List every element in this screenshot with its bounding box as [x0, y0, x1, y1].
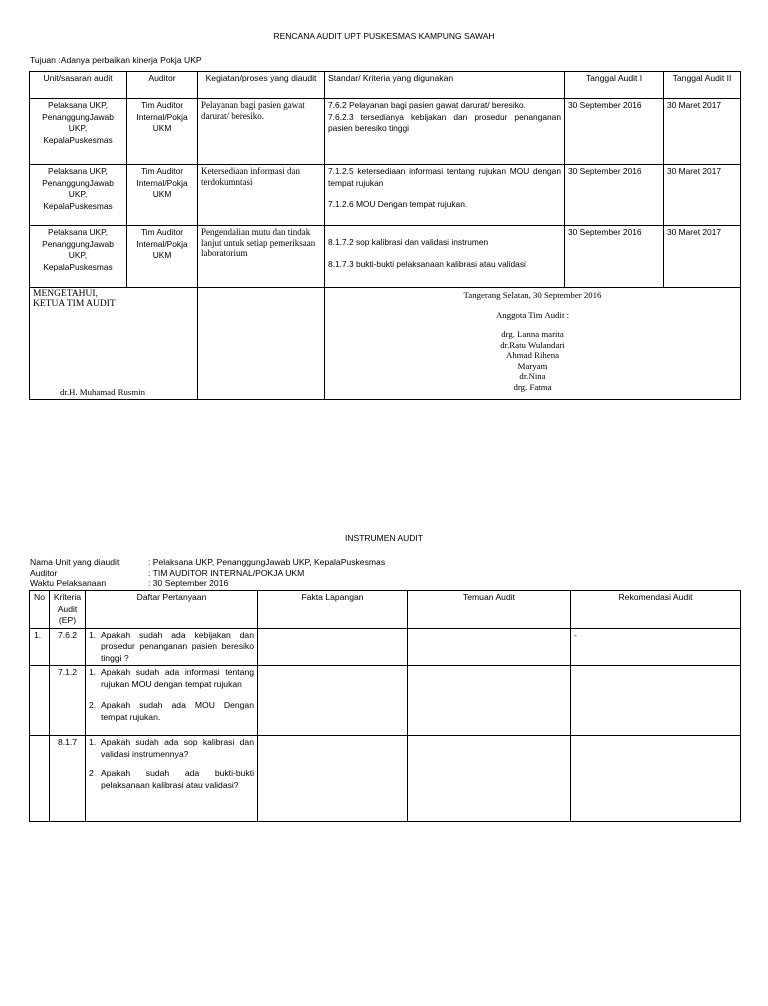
acknowledge-label: MENGETAHUI,	[33, 289, 98, 299]
audit-plan-row	[30, 165, 741, 226]
audit-plan-row	[30, 226, 741, 288]
member-name: drg. Fatma	[513, 381, 552, 392]
info-row	[30, 568, 385, 579]
row-ep: 8.1.7	[50, 736, 86, 822]
row-findings	[408, 666, 571, 736]
sign-left	[30, 288, 198, 400]
header-findings: Temuan Audit	[408, 591, 571, 629]
team-lead-label: KETUA TIM AUDIT	[33, 299, 116, 309]
question-text: Apakah sudah ada bukti-bukti pelaksanaan kalibrasi atau validasi?	[101, 768, 254, 790]
row-date1: 30 September 2016	[565, 99, 664, 165]
row-findings	[408, 628, 571, 666]
row-recommendation	[571, 666, 741, 736]
question-number: 1.	[89, 629, 97, 640]
question-item	[89, 700, 254, 723]
standard-item: 7.1.2.5 ketersediaan informasi tentang rujukan MOU dengan tempat rujukan	[328, 166, 561, 188]
info-row	[30, 578, 385, 589]
signature-row	[30, 288, 741, 400]
question-text: Apakah sudah ada informasi tentang rujukan MOU dengan tempat rujukan	[101, 667, 254, 689]
row-ep: 7.1.2	[50, 666, 86, 736]
header-no: No	[30, 591, 50, 629]
audit-plan-title: RENCANA AUDIT UPT PUSKESMAS KAMPUNG SAWAH	[273, 31, 495, 41]
instrument-title: INSTRUMEN AUDIT	[345, 533, 423, 543]
row-facts	[258, 736, 408, 822]
info-label: Auditor	[30, 567, 58, 578]
row-date2: 30 Maret 2017	[664, 165, 741, 226]
row-date1: 30 September 2016	[565, 226, 664, 288]
row-standards	[325, 99, 565, 165]
row-questions	[86, 628, 258, 666]
info-row	[30, 557, 385, 568]
row-recommendation: -	[571, 628, 741, 666]
question-number: 2.	[89, 700, 97, 710]
header-facts: Fakta Lapangan	[258, 591, 408, 629]
row-date2: 30 Maret 2017	[664, 99, 741, 165]
standard-item: 7.1.2.6 MOU Dengan tempat rujukan.	[328, 199, 468, 209]
row-unit: Pelaksana UKP, PenanggungJawab UKP, KepalaPuskesmas	[30, 226, 127, 288]
row-activity: Ketersediaan informasi dan terdokumntasi	[198, 165, 325, 226]
question-text: Apakah sudah ada kebijakan dan prosedur penanganan pasien beresiko tinggi ?	[101, 629, 254, 663]
instrument-row	[30, 628, 741, 666]
members-heading: Anggota Tim Audit :	[495, 309, 570, 320]
row-recommendation	[571, 736, 741, 822]
team-lead-name: dr.H. Muhamad Rusmin	[60, 386, 146, 397]
question-number: 1.	[89, 737, 97, 747]
row-no	[30, 666, 50, 736]
info-label: Nama Unit yang diaudit	[30, 557, 120, 567]
member-name: Maryam	[517, 360, 548, 371]
info-label: Waktu Pelaksanaan	[30, 578, 107, 588]
standard-item: 7.6.2.3 tersedianya kebijakan dan prosedur penanganan pasien beresiko tinggi	[328, 111, 561, 133]
row-auditor: Tim Auditor Internal/Pokja UKM	[127, 99, 198, 165]
instrument-row	[30, 666, 741, 736]
header-ep: Kriteria Audit (EP)	[50, 591, 86, 629]
row-facts	[258, 628, 408, 666]
header-recommendations: Rekomendasi Audit	[571, 591, 741, 629]
sign-right	[325, 288, 741, 400]
row-ep: 7.6.2	[50, 628, 86, 666]
row-activity: Pengendalian mutu dan tindak lanjut untuk setiap pemeriksaan laboratorium	[198, 226, 325, 288]
row-activity: Pelayanan bagi pasien gawat darurat/ beresiko.	[198, 99, 325, 165]
instrument-row	[30, 736, 741, 822]
row-questions	[86, 666, 258, 736]
audit-plan-table	[29, 71, 741, 400]
question-item	[89, 630, 254, 665]
row-standards	[325, 226, 565, 288]
row-questions	[86, 736, 258, 822]
header-standard: Standar/ Kriteria yang digunakan	[325, 72, 565, 99]
info-value: : Pelaksana UKP, PenanggungJawab UKP, KepalaPuskesmas	[148, 557, 386, 567]
row-auditor: Tim Auditor Internal/Pokja UKM	[127, 165, 198, 226]
header-auditor: Auditor	[127, 72, 198, 99]
row-no	[30, 736, 50, 822]
member-name: drg. Lanna marita	[501, 329, 564, 339]
question-number: 2	[89, 768, 94, 778]
info-value: : 30 September 2016	[148, 578, 229, 588]
header-questions: Daftar Pertanyaan	[86, 591, 258, 629]
question-text: Apakah sudah ada MOU Dengan tempat rujukan.	[101, 700, 254, 722]
audit-purpose: Tujuan :Adanya perbaikan kinerja Pokja UKP	[30, 55, 202, 65]
row-auditor: Tim Auditor Internal/Pokja UKM	[127, 226, 198, 288]
instrument-header-row	[30, 591, 741, 629]
info-value: : TIM AUDITOR INTERNAL/POKJA UKM	[148, 567, 305, 578]
question-number: 1.	[89, 667, 97, 677]
question-text: Apakah sudah ada sop kalibrasi dan validasi instrumennya?	[101, 737, 254, 759]
place-date: Tangerang Selatan, 30 September 2016	[463, 290, 602, 300]
member-name: dr.Nina	[519, 371, 546, 381]
audit-plan-row	[30, 99, 741, 165]
standard-item: 7.6.2 Pelayanan bagi pasien gawat darurat/ beresiko.	[328, 100, 526, 110]
row-unit: Pelaksana UKP, PenanggungJawab UKP, KepalaPuskesmas	[30, 165, 127, 226]
question-item	[89, 768, 254, 791]
member-name: Ahmad Rihena	[505, 350, 559, 360]
audit-plan-header-row	[30, 72, 741, 99]
row-facts	[258, 666, 408, 736]
row-date2: 30 Maret 2017	[664, 226, 741, 288]
standard-item: 8.1.7.2 sop kalibrasi dan validasi instrumen	[328, 237, 489, 247]
header-activity: Kegiatan/proses yang diaudit	[198, 72, 325, 99]
question-item	[89, 667, 254, 690]
row-unit: Pelaksana UKP, PenanggungJawab UKP, KepalaPuskesmas	[30, 99, 127, 165]
row-findings	[408, 736, 571, 822]
member-name: dr.Ratu Wulandari	[500, 339, 565, 350]
question-item	[89, 737, 254, 760]
standard-item: 8.1.7.3 bukti-bukti pelaksanaan kalibrasi atau validasi	[328, 258, 526, 269]
instrument-info	[30, 557, 385, 589]
sign-empty-cell	[198, 288, 325, 400]
header-unit: Unit/sasaran audit	[30, 72, 127, 99]
row-no: 1.	[30, 628, 50, 666]
header-date2: Tanggal Audit II	[664, 72, 741, 99]
row-date1: 30 September 2016	[565, 165, 664, 226]
instrument-table	[29, 590, 741, 822]
row-standards	[325, 165, 565, 226]
header-date1: Tanggal Audit I	[565, 72, 664, 99]
